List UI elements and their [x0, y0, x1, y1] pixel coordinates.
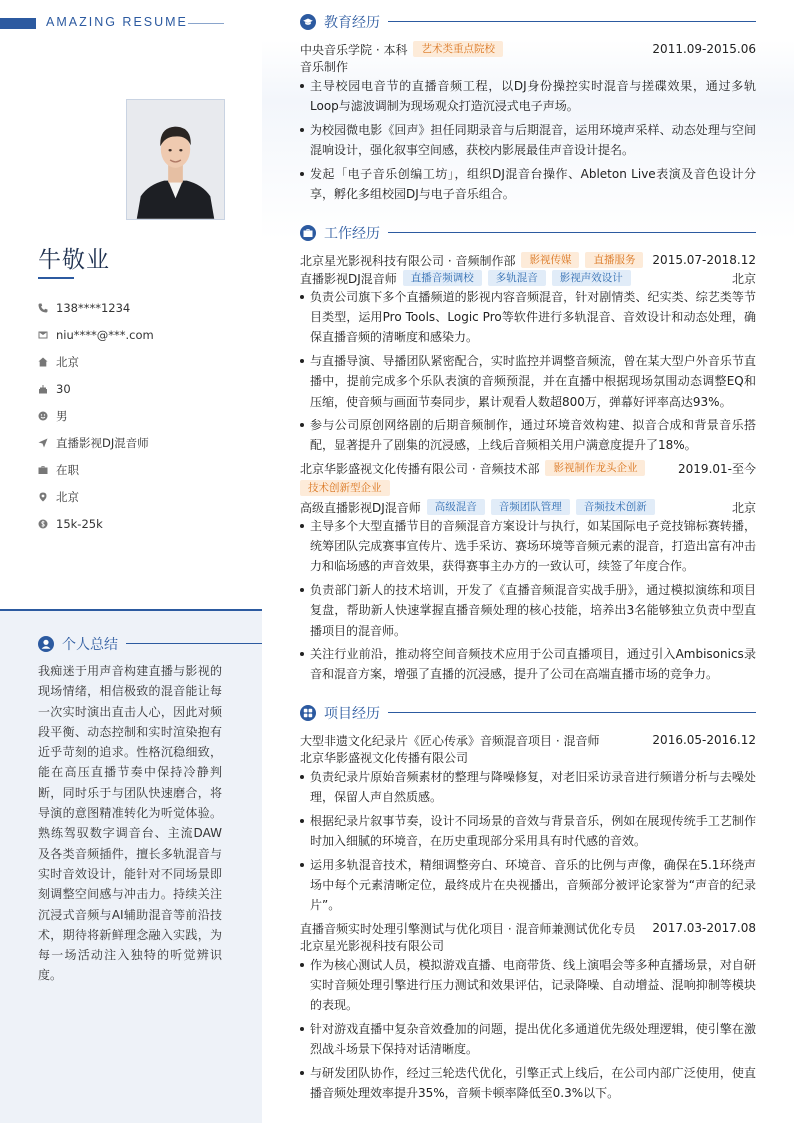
brand-header [0, 16, 230, 30]
projects-header [300, 702, 756, 722]
cake-icon [38, 384, 56, 394]
job-1-skill-tag: 直播音频调校 [403, 270, 482, 286]
job-2-company-tag: 影视制作龙头企业 [545, 460, 645, 476]
education-row [300, 40, 756, 58]
work-title: 工作经历 [324, 226, 380, 242]
location-icon [38, 492, 56, 502]
grid-icon [300, 705, 316, 721]
info-phone-text: 138****1234 [56, 300, 131, 315]
project-1-org: 北京华影盛视文化传播有限公司 [300, 751, 469, 765]
info-target-city-text: 北京 [56, 489, 79, 504]
info-salary-text: 15k-25k [56, 516, 103, 531]
info-position-text: 直播影视DJ混音师 [56, 435, 149, 450]
candidate-name: 牛敬业 [38, 247, 110, 273]
list-item: 主导校园电音节的直播音频工程，以DJ身份操控实时混音与搓碟效果，通过多轨Loop与滤波调制为现场观众打造沉浸式电子声场。 [300, 76, 756, 116]
job-1-company-tag: 直播服务 [585, 252, 643, 268]
job-2-date: 2019.01-至今 [678, 461, 756, 476]
job-2-bullets [300, 516, 756, 688]
briefcase-icon [38, 465, 56, 475]
list-item: 针对游戏直播中复杂音效叠加的问题，提出优化多通道优先级处理逻辑，使引擎在激烈战斗场景下保持对话清晰度。 [300, 1019, 756, 1059]
list-item: 与研发团队协作，经过三轮迭代优化，引擎正式上线后，在公司内部广泛使用，使直播音频处理效率提升35%，音频卡顿率降低至0.3%以下。 [300, 1063, 756, 1103]
projects-divider [388, 712, 756, 713]
list-item: 根据纪录片叙事节奏，设计不同场景的音效与背景音乐，例如在展现传统手工艺制作时加入细腻的环境音，在历史重现部分采用具有时代感的音效。 [300, 811, 756, 851]
education-major: 音乐制作 [300, 60, 349, 74]
info-phone [38, 294, 248, 321]
projects-title: 项目经历 [324, 706, 380, 722]
list-item: 主导多个大型直播节目的音频混音方案设计与执行，如某国际电子竞技锦标赛转播，统筹团队完成赛事宣传片、选手采访、赛场环境等音频元素的混音，打造出富有冲击力和临场感的声音效果，获得赛事主办方的一致认可，续签了年度合作。 [300, 516, 756, 577]
education-tag: 艺术类重点院校 [413, 41, 503, 57]
info-age-text: 30 [56, 381, 71, 396]
info-gender [38, 402, 248, 429]
education-bullets [300, 76, 756, 208]
info-city [38, 348, 248, 375]
education-divider [388, 21, 756, 22]
list-item: 参与公司原创网络剧的后期音频制作，通过环境音效构建、拟音合成和背景音乐搭配，显著提升了剧集的沉浸感，上线后音频相关用户满意度提升了18%。 [300, 415, 756, 455]
job-1-city: 北京 [731, 271, 756, 286]
brand-bar [0, 18, 36, 29]
job-2-company-tag: 技术创新型企业 [300, 480, 390, 496]
summary-text: 我痴迷于用声音构建直播与影视的现场情绪，相信极致的混音能让每一次实时演出直击人心，因此对频段平衡、动态控制和实时渲染抱有近乎苛刻的追求。性格沉稳细致，能在高压直播节奏中保持冷静判断，同时乐于与团队快速磨合，将导演的意图精准转化为听觉体验。熟练驾驭数字调音台、主流DAW及各类音频插件，擅长多轨混音与实时音效设计，能针对不同场景即刻调整空间感与冲击力。持续关注沉浸式音频与AI辅助混音等前沿技术，期待将新鲜理念融入实践，为每一场活动注入独特的听觉辨识度。 [38, 664, 222, 983]
info-position [38, 429, 248, 456]
list-item: 负责部门新人的技术培训，开发了《直播音频混音实战手册》，通过模拟演练和项目复盘，帮助新人快速掌握直播音频处理的核心技能，培养出3名能够独立负责中型直播项目的混音师。 [300, 580, 756, 641]
info-status-text: 在职 [56, 462, 79, 477]
list-item: 关注行业前沿，推动将空间音频技术应用于公司直播项目，通过引入Ambisonics录音和混音方案，增强了直播的沉浸感，提升了公司在高端直播市场的竞争力。 [300, 644, 756, 684]
list-item: 为校园微电影《回声》担任同期录音与后期混音，运用环境声采样、动态处理与空间混响设计，强化叙事空间感，获校内影展最佳声音设计提名。 [300, 120, 756, 160]
job-1-skill-tag: 影视声效设计 [552, 270, 631, 286]
project-1-date: 2016.05-2016.12 [652, 733, 756, 747]
job-2-skill-tag: 音频团队管理 [491, 499, 570, 515]
job-1-bullets [300, 287, 756, 459]
project-2-row [300, 919, 756, 937]
project-1-name: 大型非遗文化纪录片《匠心传承》音频混音项目 · 混音师 [300, 733, 600, 748]
education-school: 中央音乐学院 · 本科 [300, 42, 408, 57]
list-item: 与直播导演、导播团队紧密配合，实时监控并调整音频流，曾在某大型户外音乐节直播中，提前完成多个乐队表演的音频预混，并在直播中根据现场氛围动态调整EQ和压缩，使音频与画面节奏同步，累计观看人数超800万，弹幕好评率高达93%。 [300, 351, 756, 412]
list-item: 负责纪录片原始音频素材的整理与降噪修复，对老旧采访录音进行频谱分析与去噪处理，保留人声自然质感。 [300, 767, 756, 807]
info-city-text: 北京 [56, 354, 79, 369]
info-email [38, 321, 248, 348]
education-header [300, 11, 756, 31]
brand-title: AMAZING RESUME [46, 15, 188, 29]
mail-icon [38, 330, 56, 340]
job-1-position: 直播影视DJ混音师 [300, 271, 397, 286]
summary-title: 个人总结 [62, 637, 118, 653]
send-icon [38, 438, 56, 448]
name-underline [38, 277, 74, 279]
project-1-row [300, 731, 756, 749]
job-2-position: 高级直播影视DJ混音师 [300, 500, 421, 515]
profile-photo [126, 99, 225, 220]
list-item: 发起「电子音乐创编工坊」，组织DJ混音台操作、Ableton Live表演及音色设计分享，孵化多组校园DJ与电子音乐组合。 [300, 164, 756, 204]
job-1-company-tag: 影视传媒 [521, 252, 579, 268]
work-header [300, 222, 756, 242]
job-2-company: 北京华影盛视文化传播有限公司 · 音频技术部 [300, 461, 540, 476]
info-salary [38, 510, 248, 537]
info-status [38, 456, 248, 483]
contact-info-list [38, 294, 248, 537]
project-2-bullets [300, 955, 756, 1107]
phone-icon [38, 303, 56, 313]
money-icon [38, 519, 56, 529]
education-date: 2011.09-2015.06 [652, 42, 756, 56]
education-title: 教育经历 [324, 15, 380, 31]
job-1-skill-tag: 多轨混音 [488, 270, 546, 286]
job-2-company-row [300, 459, 756, 477]
info-gender-text: 男 [56, 408, 68, 423]
job-1-position-row [300, 269, 756, 287]
job-2-company-tag-row [300, 480, 756, 496]
list-item: 运用多轨混音技术，精细调整旁白、环境音、音乐的比例与声像，确保在5.1环绕声场中每个元素清晰定位，最终成片在央视播出，音频部分被评论家誉为“声音的纪录片”。 [300, 855, 756, 916]
list-item: 作为核心测试人员，模拟游戏直播、电商带货、线上演唱会等多种直播场景，对自研实时音频处理引擎进行压力测试和效果评估，记录降噪、自动增益、混响抑制等模块的表现。 [300, 955, 756, 1016]
job-2-position-row [300, 498, 756, 516]
job-1-company: 北京星光影视科技有限公司 · 音频制作部 [300, 253, 516, 268]
project-2-org: 北京星光影视科技有限公司 [300, 939, 445, 953]
project-2-date: 2017.03-2017.08 [652, 921, 756, 935]
work-divider [388, 232, 756, 233]
person-avatar-icon [127, 100, 224, 219]
job-2-skill-tag: 音频技术创新 [576, 499, 655, 515]
work-icon [300, 225, 316, 241]
info-target-city [38, 483, 248, 510]
list-item: 负责公司旗下多个直播频道的影视内容音频混音，针对剧情类、纪实类、综艺类等节目类型，运用Pro Tools、Logic Pro等软件进行多轨混音、音效设计和动态处理，确保直播音频的清晰度和感染力。 [300, 287, 756, 348]
job-1-company-row [300, 251, 756, 269]
home-icon [38, 357, 56, 367]
job-2-skill-tag: 高级混音 [427, 499, 485, 515]
smile-icon [38, 411, 56, 421]
project-2-name: 直播音频实时处理引擎测试与优化项目 · 混音师兼测试优化专员 [300, 921, 636, 936]
project-1-bullets [300, 767, 756, 919]
summary-header [38, 633, 224, 653]
job-2-city: 北京 [731, 500, 756, 515]
graduation-cap-icon [300, 14, 316, 30]
info-email-text: niu****@***.com [56, 327, 154, 342]
brand-line [188, 23, 224, 24]
user-circle-icon [38, 636, 54, 652]
info-age [38, 375, 248, 402]
summary-divider [126, 643, 262, 644]
job-1-date: 2015.07-2018.12 [652, 253, 756, 267]
